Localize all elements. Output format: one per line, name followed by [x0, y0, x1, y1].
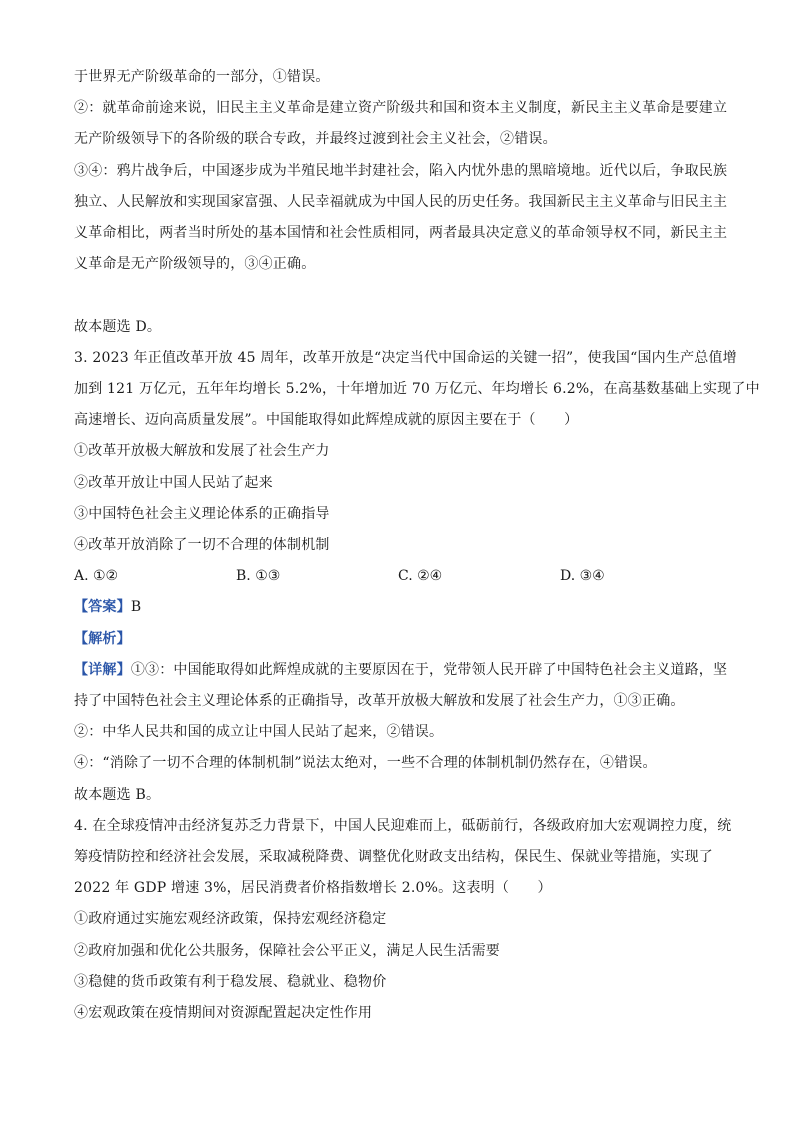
question-3-stem: 3. 2023 年正值改革开放 45 周年，改革开放是“决定当代中国命运的关键一招”，使我国“国内生产总值增 [74, 349, 737, 366]
analysis-line [74, 624, 724, 655]
document-page [74, 62, 760, 1029]
conclusion-line: 故本题选 D。 [74, 318, 162, 335]
text-line: ②：就革命前途来说，旧民主主义革命是建立资产阶级共和国和资本主义制度，新民主主义革命是要建立 [74, 100, 728, 117]
question-3-statement: ①改革开放极大解放和发展了社会生产力 [74, 443, 330, 460]
option-b: B. ①③ [236, 568, 281, 585]
text-line: 独立、人民解放和实现国家富强、人民幸福就成为中国人民的历史任务。我国新民主主义革命与旧民主主 [74, 193, 728, 210]
answer-line [74, 592, 724, 623]
answer-value: B [130, 599, 142, 616]
question-3-statement: ④改革开放消除了一切不合理的体制机制 [74, 537, 330, 554]
analysis-tag: 【解析】 [74, 630, 131, 647]
previous-analysis-block [74, 62, 728, 280]
detail-tag: 【详解】 [74, 661, 131, 678]
question-3-stem: 高速增长、迈向高质量发展”。中国能取得如此辉煌成就的原因主要在于（ ） [74, 412, 579, 429]
blank-line [74, 280, 724, 311]
option-c: C. ②④ [398, 568, 443, 585]
question-3-statement: ②改革开放让中国人民站了起来 [74, 474, 273, 491]
question-4-stem: 2022 年 GDP 增速 3%，居民消费者价格指数增长 2.0%。这表明（ ） [74, 880, 552, 897]
detail-text: ①③：中国能取得如此辉煌成就的主要原因在于，党带领人民开辟了中国特色社会主义道路，坚 [130, 661, 728, 678]
detail-line [74, 655, 728, 686]
conclusion-line: 故本题选 B。 [74, 786, 161, 803]
text-line: 义革命是无产阶级领导的，③④正确。 [74, 256, 316, 273]
question-4-statement: ①政府通过实施宏观经济政策，保持宏观经济稳定 [74, 911, 387, 928]
question-4-statement: ②政府加强和优化公共服务，保障社会公平正义，满足人民生活需要 [74, 942, 500, 959]
question-4-stem: 筹疫情防控和经济社会发展，采取减税降费、调整优化财政支出结构，保民生、保就业等措施，实现了 [74, 849, 713, 866]
question-4-statement: ③稳健的货币政策有利于稳发展、稳就业、稳物价 [74, 973, 387, 990]
text-line: ③④：鸦片战争后，中国逐步成为半殖民地半封建社会，陷入内忧外患的黑暗境地。近代以后，争取民族 [74, 162, 728, 179]
question-3-block [74, 312, 760, 811]
question-4-block [74, 811, 732, 1029]
question-3-statement: ③中国特色社会主义理论体系的正确指导 [74, 505, 330, 522]
option-a: A. ①② [74, 568, 119, 585]
question-3-options [74, 561, 724, 592]
detail-line: 持了中国特色社会主义理论体系的正确指导，改革开放极大解放和发展了社会生产力，①③正确。 [74, 693, 685, 710]
question-3-stem: 加到 121 万亿元，五年年均增长 5.2%，十年增加近 70 万亿元、年均增长 6.2%，在高基数基础上实现了中 [74, 381, 760, 398]
detail-line: ④：“消除了一切不合理的体制机制”说法太绝对，一些不合理的体制机制仍然存在，④错误。 [74, 755, 657, 772]
text-line: 于世界无产阶级革命的一部分，①错误。 [74, 69, 330, 85]
text-line: 无产阶级领导下的各阶级的联合专政，并最终过渡到社会主义社会，②错误。 [74, 131, 557, 148]
answer-tag: 【答案】 [74, 599, 131, 616]
detail-line: ②：中华人民共和国的成立让中国人民站了起来，②错误。 [74, 724, 444, 741]
question-4-stem: 4. 在全球疫情冲击经济复苏乏力背景下，中国人民迎难而上，砥砺前行，各级政府加大宏观调控力度，统 [74, 817, 732, 834]
text-line: 义革命相比，两者当时所处的基本国情和社会性质相同，两者最具决定意义的革命领导权不同，新民主主 [74, 225, 728, 242]
option-d: D. ③④ [560, 568, 605, 585]
question-4-statement: ④宏观政策在疫情期间对资源配置起决定性作用 [74, 1005, 373, 1022]
